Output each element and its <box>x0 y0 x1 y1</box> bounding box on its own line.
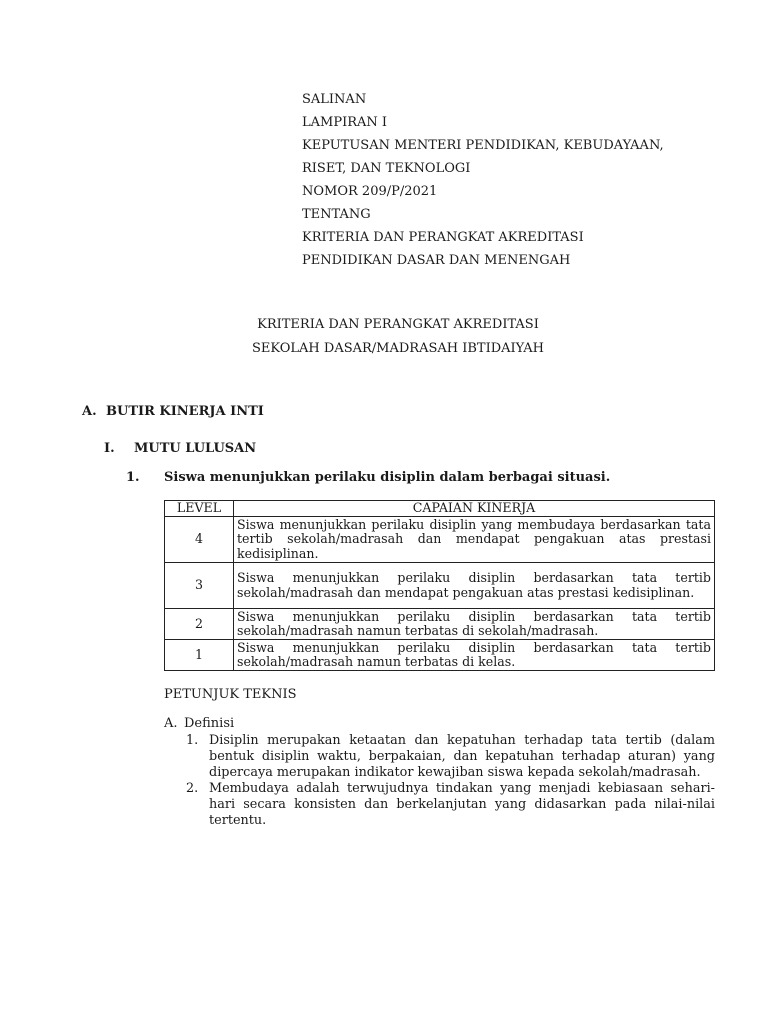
header-keputusan: KEPUTUSAN MENTERI PENDIDIKAN, KEBUDAYAAN, <box>302 138 664 153</box>
table-row <box>165 609 715 640</box>
header-tentang: TENTANG <box>302 207 371 222</box>
table-row <box>165 563 715 609</box>
petunjuk-teknis-heading: PETUNJUK TEKNIS <box>164 687 297 702</box>
column-header-capaian: CAPAIAN KINERJA <box>234 501 715 517</box>
section-a-number: A. <box>82 404 97 419</box>
level-cell: 4 <box>165 517 234 563</box>
capaian-cell: Siswa menunjukkan perilaku disiplin berdasarkan tata tertib sekolah/madrasah namun terbatas di sekolah/madrasah. <box>234 609 715 640</box>
table-row <box>165 517 715 563</box>
header-pendidikan: PENDIDIKAN DASAR DAN MENENGAH <box>302 253 571 268</box>
list-item <box>186 733 715 781</box>
section-i-heading <box>104 441 256 456</box>
list-item-text: Membudaya adalah terwujudnya tindakan yang menjadi kebiasaan sehari-hari secara konsisten dan berkelanjutan yang didasarkan pada nilai-nilai tertentu. <box>209 781 715 828</box>
definisi-list <box>186 733 715 829</box>
capaian-cell: Siswa menunjukkan perilaku disiplin yang membudaya berdasarkan tata tertib sekolah/madrasah dan mendapat pengakuan atas prestasi kedisiplinan. <box>234 517 715 563</box>
table-row <box>165 640 715 671</box>
column-header-level: LEVEL <box>165 501 234 517</box>
list-item-number: 1. <box>186 733 199 748</box>
criterion-1-number: 1. <box>126 470 140 485</box>
header-riset: RISET, DAN TEKNOLOGI <box>302 161 471 176</box>
section-i-label: MUTU LULUSAN <box>134 441 257 456</box>
criterion-1-label: Siswa menunjukkan perilaku disiplin dalam berbagai situasi. <box>164 470 611 485</box>
table-header-row <box>165 501 715 517</box>
header-salinan: SALINAN <box>302 92 367 107</box>
document-title-line2: SEKOLAH DASAR/MADRASAH IBTIDAIYAH <box>252 341 544 356</box>
capaian-cell: Siswa menunjukkan perilaku disiplin berdasarkan tata tertib sekolah/madrasah dan mendapat pengakuan atas prestasi kedisiplinan. <box>234 563 715 609</box>
list-item-number: 2. <box>186 781 199 796</box>
section-a-heading <box>82 404 264 419</box>
capaian-kinerja-table <box>164 500 715 671</box>
header-lampiran: LAMPIRAN I <box>302 115 388 130</box>
definisi-label: Definisi <box>184 716 235 731</box>
criterion-1-heading <box>126 470 610 485</box>
level-cell: 2 <box>165 609 234 640</box>
header-nomor: NOMOR 209/P/2021 <box>302 184 438 199</box>
capaian-cell: Siswa menunjukkan perilaku disiplin berdasarkan tata tertib sekolah/madrasah namun terbatas di kelas. <box>234 640 715 671</box>
definisi-number: A. <box>164 716 178 731</box>
section-a-label: BUTIR KINERJA INTI <box>106 404 264 419</box>
header-kriteria: KRITERIA DAN PERANGKAT AKREDITASI <box>302 230 584 245</box>
document-title-line1: KRITERIA DAN PERANGKAT AKREDITASI <box>257 317 539 332</box>
list-item-text: Disiplin merupakan ketaatan dan kepatuhan terhadap tata tertib (dalam bentuk disiplin waktu, berpakaian, dan kepatuhan terhadap aturan) yang dipercaya merupakan indikator kewajiban siswa kepada sekolah/madrasah. <box>209 733 715 780</box>
section-i-number: I. <box>104 441 115 456</box>
definisi-heading <box>164 716 234 731</box>
level-cell: 1 <box>165 640 234 671</box>
level-cell: 3 <box>165 563 234 609</box>
list-item <box>186 781 715 829</box>
